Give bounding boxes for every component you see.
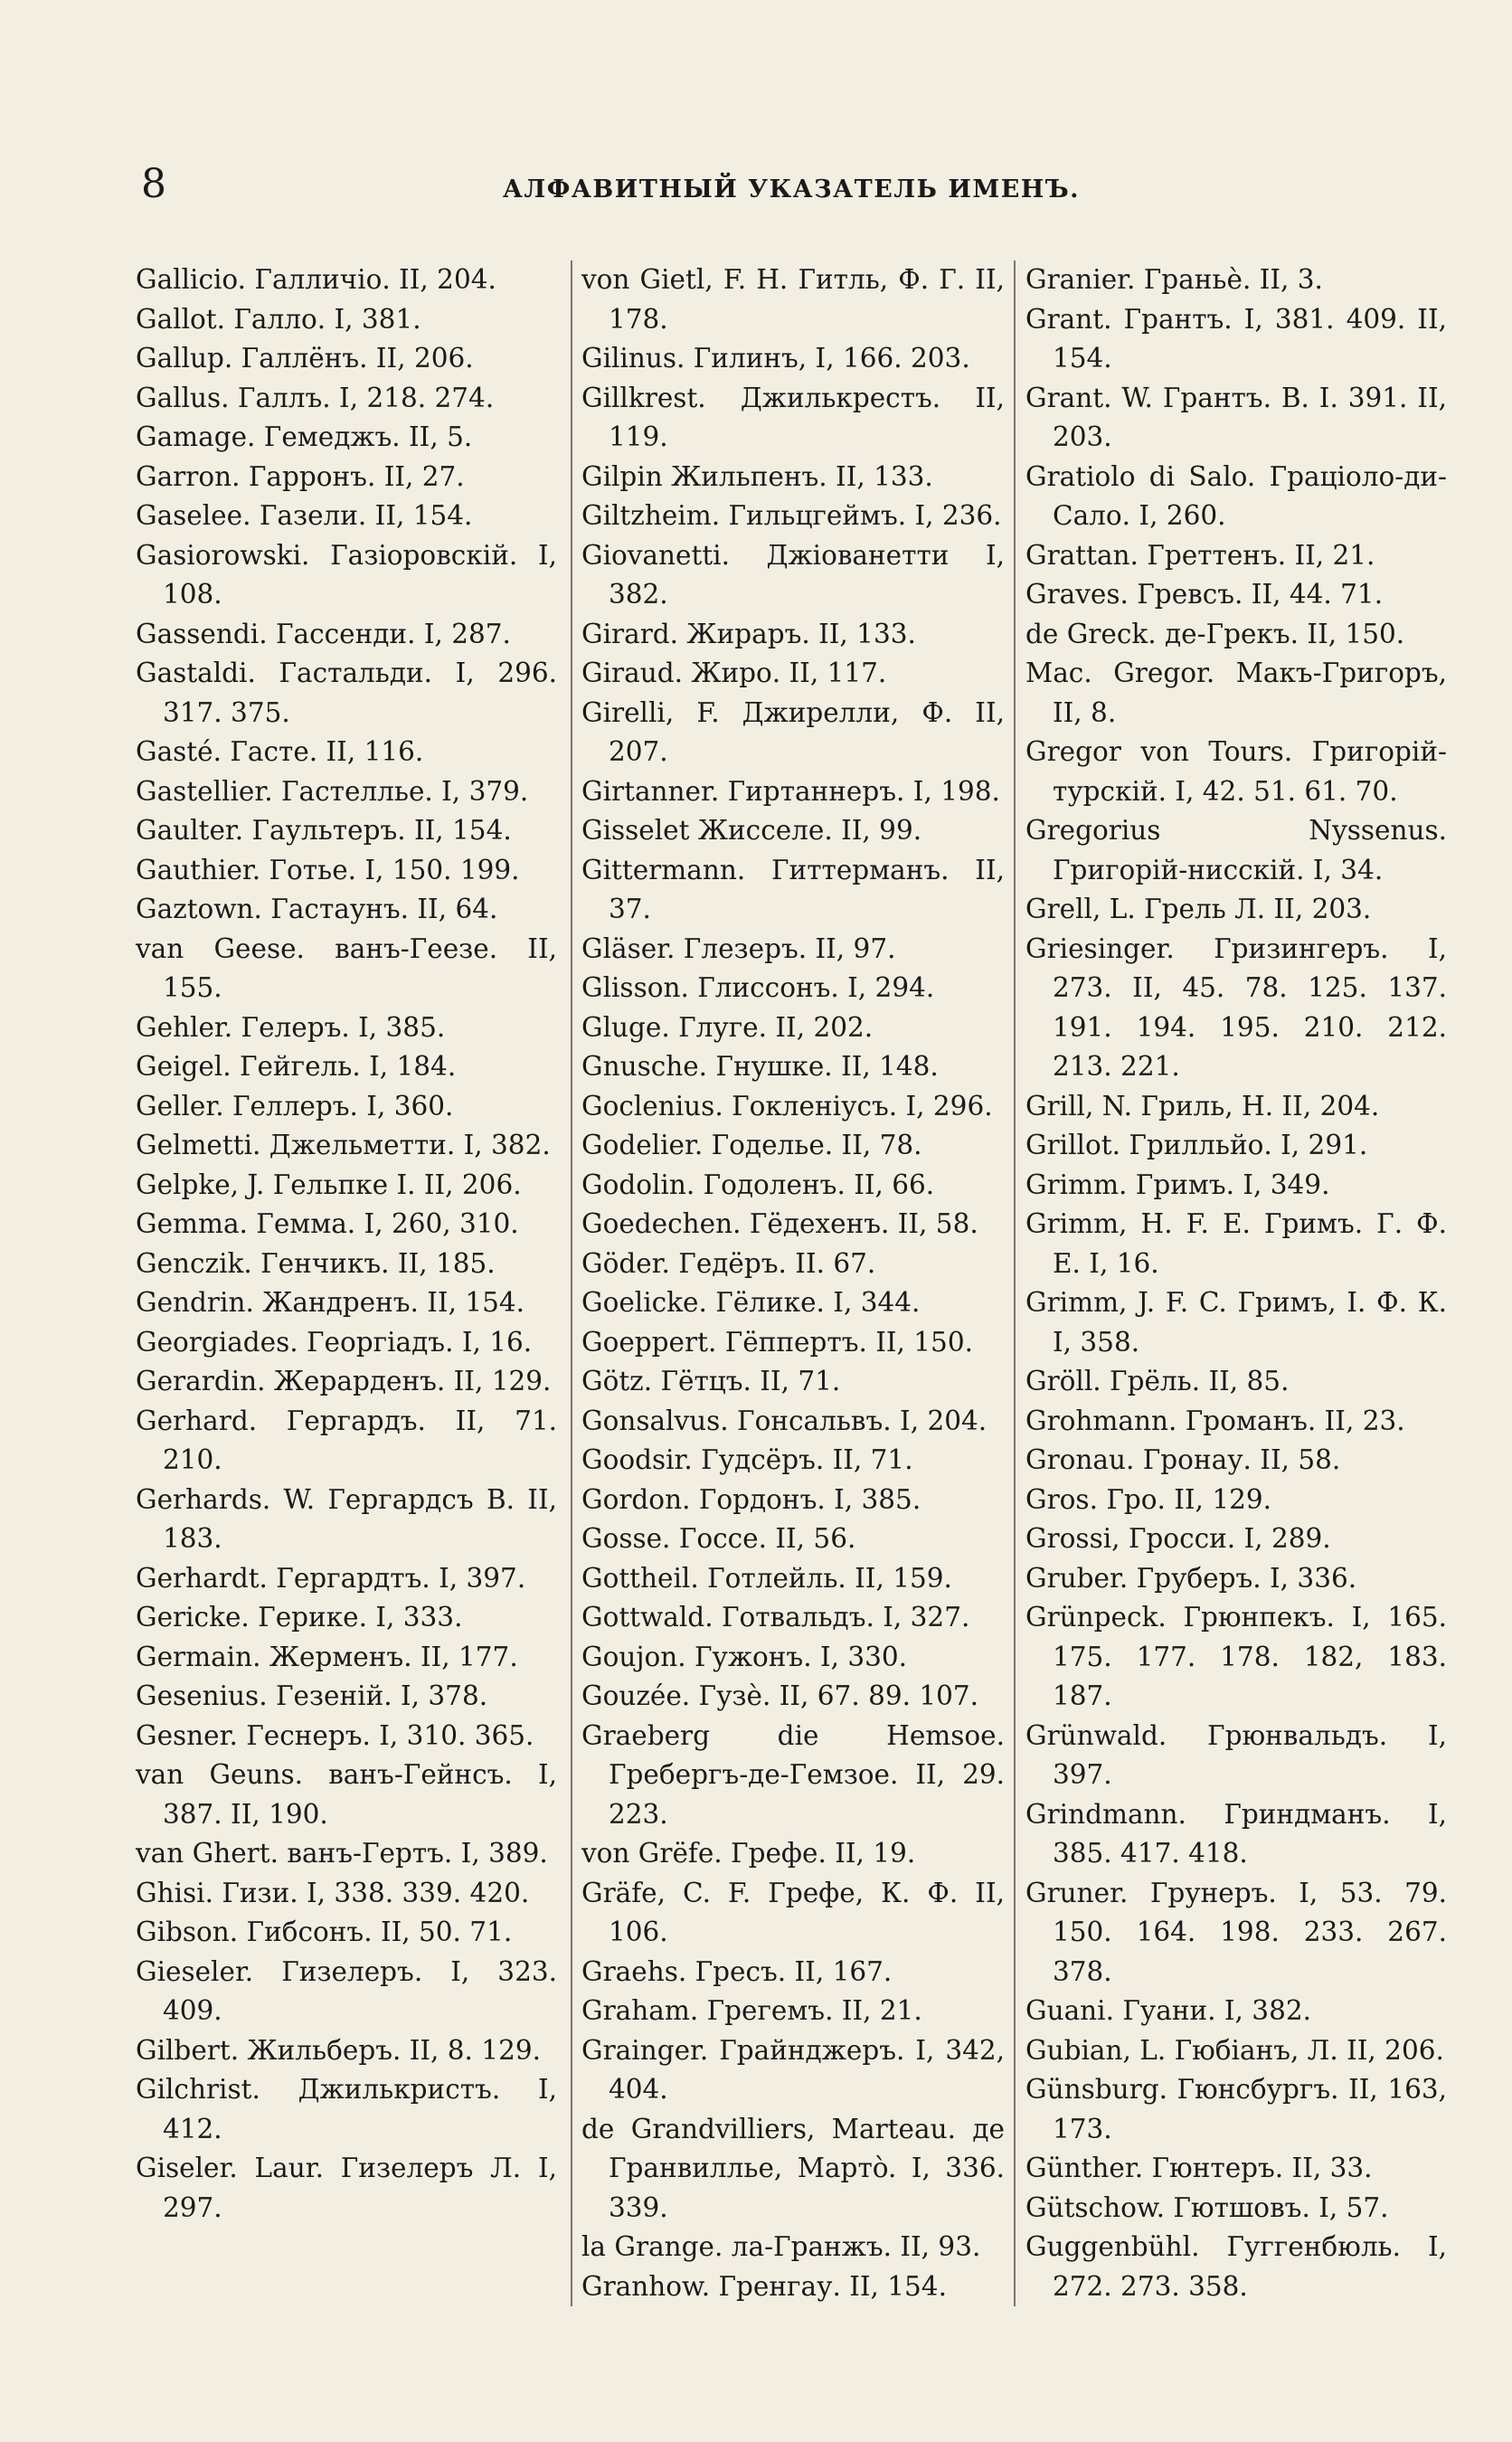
index-entry: Gasiorowski. Газіоровскій. I, 108. (136, 539, 557, 610)
index-entry: Granier. Граньè. II, 3. (1025, 264, 1323, 295)
index-entry: von Gietl, F. H. Гитль, Ф. Г. II, 178. (581, 264, 1005, 335)
index-entry: Giseler. Laur. Гизелеръ Л. I, 297. (136, 2153, 557, 2223)
index-entry: Grainger. Грайнджеръ. I, 342, 404. (581, 2034, 1005, 2105)
index-entry: Grünpeck. Грюнпекъ. I, 165. 175. 177. 178. 182, 183. 187. (1025, 1602, 1447, 1711)
index-entry: Gosse. Госсе. II, 56. (581, 1523, 856, 1554)
index-entry: Gouzée. Гузè. II, 67. 89. 107. (581, 1680, 979, 1711)
index-entry: Grossi, Гросси. I, 289. (1025, 1523, 1331, 1554)
index-column-2 (571, 260, 1016, 2306)
index-entry: de Grandvilliers, Marteau. де Гранвиллье, Мартò. I, 336. 339. (581, 2113, 1005, 2223)
index-entry: Gallup. Галлёнъ. II, 206. (136, 343, 474, 374)
index-entry: Grimm, J. F. C. Гримъ, I. Ф. К. I, 358. (1025, 1287, 1447, 1358)
index-entry: la Grange. ла-Гранжъ. II, 93. (581, 2231, 981, 2262)
index-entry: Gordon. Гордонъ. I, 385. (581, 1483, 921, 1515)
index-entry: Gilbert. Жильберъ. II, 8. 129. (136, 2034, 541, 2066)
page-number: 8 (141, 161, 166, 207)
index-entry: Gerhard. Гергардъ. II, 71. 210. (136, 1405, 557, 1475)
index-entry: Günther. Гюнтеръ. II, 33. (1025, 2153, 1373, 2183)
index-entry: Mac. Gregor. Макъ-Григоръ, II, 8. (1025, 658, 1447, 728)
index-entry: Girtanner. Гиртаннеръ. I, 198. (581, 775, 1000, 807)
index-entry: Gehler. Гелеръ. I, 385. (136, 1011, 446, 1043)
page-header (136, 161, 1447, 215)
index-entry: Gallot. Галло. I, 381. (136, 303, 421, 335)
index-entry: Gallicio. Галличіо. II, 204. (136, 264, 496, 295)
index-entry: Gibson. Гибсонъ. II, 50. 71. (136, 1917, 513, 1947)
index-entry: Gilpin Жильпенъ. II, 133. (581, 460, 933, 492)
index-entry: Gregorius Nyssenus. Григорій-нисскій. I, 34. (1025, 815, 1447, 885)
index-entry: Granhow. Гренгау. II, 154. (581, 2270, 947, 2302)
index-entry: Gilchrist. Джилькристъ. I, 412. (136, 2074, 557, 2144)
index-entry: Gottheil. Готлейль. II, 159. (581, 1562, 952, 1594)
index-entry: Genczik. Генчикъ. II, 185. (136, 1247, 496, 1279)
index-entry: Griesinger. Гризингеръ. I, 273. II, 45. 78. 125. 137. 191. 194. 195. 210. 212. 213. 221. (1025, 932, 1447, 1082)
index-entry: Gaztown. Гастаунъ. II, 64. (136, 894, 498, 924)
index-entry: Goujon. Гужонъ. I, 330. (581, 1641, 908, 1672)
index-entry: Grindmann. Гриндманъ. I, 385. 417. 418. (1025, 1798, 1447, 1869)
index-entry: Gillkrest. Джилькрестъ. II, 119. (581, 382, 1005, 452)
index-entry: Grünwald. Грюнвальдъ. I, 397. (1025, 1719, 1447, 1790)
index-entry: Grillot. Грилльйо. I, 291. (1025, 1130, 1368, 1160)
index-entry: Gerhardt. Гергардтъ. I, 397. (136, 1562, 526, 1594)
index-entry: Guani. Гуани. I, 382. (1025, 1995, 1311, 2026)
index-entry: Gronau. Гронау. II, 58. (1025, 1444, 1341, 1475)
running-title: АЛФАВИТНЫЙ УКАЗАТЕЛЬ ИМЕНЪ. (502, 175, 1081, 204)
index-entry: Gonsalvus. Гонсальвъ. I, 204. (581, 1405, 988, 1436)
index-entry: Gittermann. Гиттерманъ. II, 37. (581, 854, 1005, 924)
index-entry: Günsburg. Гюнсбургъ. II, 163, 173. (1025, 2074, 1447, 2144)
index-column-1 (136, 260, 564, 2306)
index-entry: Ghisi. Гизи. I, 338. 339. 420. (136, 1877, 530, 1908)
index-entry: Gruner. Грунеръ. I, 53. 79. 150. 164. 198. 233. 267. 378. (1025, 1877, 1447, 1987)
index-entry: Gröll. Грёль. II, 85. (1025, 1366, 1290, 1396)
index-entry: Gaulter. Гаультеръ. II, 154. (136, 815, 512, 846)
index-entry: Gerardin. Жерарденъ. II, 129. (136, 1366, 552, 1396)
index-entry: Gregor von Tours. Григорій-турскій. I, 42. 51. 61. 70. (1025, 736, 1447, 807)
index-entry: Giltzheim. Гильцгеймъ. I, 236. (581, 500, 1002, 531)
index-entry: Giraud. Жиро. II, 117. (581, 658, 887, 688)
index-entry: Georgiades. Георгіадъ. I, 16. (136, 1326, 533, 1358)
index-entry: Gericke. Герике. I, 333. (136, 1602, 463, 1633)
index-entry: Gnusche. Гнушке. II, 148. (581, 1051, 939, 1082)
index-entry: Goodsir. Гудсёръ. II, 71. (581, 1444, 913, 1475)
index-entry: Gütschow. Гютшовъ. I, 57. (1025, 2191, 1389, 2223)
index-entry: Gläser. Глезеръ. II, 97. (581, 932, 896, 964)
index-entry: Graeberg die Hemsoe. Гребергъ-де-Гемзое. II, 29. 223. (581, 1719, 1005, 1830)
index-entry: Gieseler. Гизелеръ. I, 323. 409. (136, 1955, 557, 2026)
index-entry: Geigel. Гейгель. I, 184. (136, 1051, 457, 1082)
index-entry: van Geuns. ванъ-Гейнсъ. I, 387. II, 190. (136, 1759, 557, 1830)
index-entry: Grant. Грантъ. I, 381. 409. II, 154. (1025, 303, 1447, 374)
index-entry: Gastellier. Гастеллье. I, 379. (136, 775, 529, 807)
index-entry: Gelmetti. Джельметти. I, 382. (136, 1130, 551, 1160)
index-entry: Gilinus. Гилинъ, I, 166. 203. (581, 343, 970, 374)
index-entry: Goedechen. Гёдехенъ. II, 58. (581, 1208, 978, 1239)
index-entry: Gros. Гро. II, 129. (1025, 1483, 1271, 1515)
index-entry: Gastaldi. Гастальди. I, 296. 317. 375. (136, 658, 557, 728)
index-entry: Grimm, H. F. E. Гримъ. Г. Ф. Е. I, 16. (1025, 1208, 1447, 1279)
index-entry: Gauthier. Готье. I, 150. 199. (136, 854, 520, 885)
index-entry: Gendrin. Жандренъ. II, 154. (136, 1287, 525, 1318)
index-entry: Gratiolo di Salo. Граціоло-ди-Сало. I, 260. (1025, 460, 1447, 531)
index-entry: Gubian, L. Гюбіанъ, Л. II, 206. (1025, 2034, 1444, 2066)
index-entry: Gerhards. W. Гергардсъ В. II, 183. (136, 1483, 557, 1554)
index-entry: Graehs. Гресъ. II, 167. (581, 1955, 893, 1987)
index-entry: Gesner. Геснеръ. I, 310. 365. (136, 1719, 534, 1751)
index-entry: Göder. Гедёръ. II. 67. (581, 1247, 876, 1279)
index-entry: Grell, L. Грель Л. II, 203. (1025, 894, 1372, 924)
index-entry: Gamage. Гемеджъ. II, 5. (136, 421, 473, 452)
index-entry: Grimm. Гримъ. I, 349. (1025, 1169, 1330, 1200)
index-entry: Grattan. Греттенъ. II, 21. (1025, 539, 1375, 571)
index-entry: Garron. Гарронъ. II, 27. (136, 460, 465, 492)
index-entry: Graham. Грегемъ. II, 21. (581, 1995, 922, 2026)
index-columns (136, 260, 1447, 2306)
index-entry: Giovanetti. Джіованетти I, 382. (581, 539, 1005, 610)
index-entry: Götz. Гётцъ. II, 71. (581, 1366, 841, 1396)
index-entry: Guggenbühl. Гуггенбюль. I, 272. 273. 358. (1025, 2231, 1447, 2302)
index-entry: van Geese. ванъ-Геезе. II, 155. (136, 932, 557, 1003)
index-column-3 (1022, 260, 1447, 2306)
index-entry: Germain. Жерменъ. II, 177. (136, 1641, 518, 1672)
index-entry: Gruber. Груберъ. I, 336. (1025, 1562, 1357, 1594)
index-entry: von Grëfe. Грефе. II, 19. (581, 1838, 916, 1869)
index-entry: Glisson. Глиссонъ. I, 294. (581, 972, 935, 1003)
index-entry: Gluge. Глуге. II, 202. (581, 1011, 874, 1043)
index-entry: Geller. Геллеръ. I, 360. (136, 1090, 454, 1122)
index-entry: Gisselet Жисселе. II, 99. (581, 815, 922, 846)
index-entry: Godolin. Годоленъ. II, 66. (581, 1169, 935, 1200)
index-entry: Goclenius. Гокленіусъ. I, 296. (581, 1090, 993, 1122)
index-entry: Graves. Гревсъ. II, 44. 71. (1025, 579, 1384, 610)
index-entry: Gräfe, C. F. Грефе, К. Ф. II, 106. (581, 1877, 1005, 1947)
index-entry: Gassendi. Гассенди. I, 287. (136, 618, 511, 649)
index-entry: Gallus. Галлъ. I, 218. 274. (136, 382, 495, 413)
index-entry: Gesenius. Гезеній. I, 378. (136, 1680, 488, 1711)
index-entry: Gelpke, J. Гельпке I. II, 206. (136, 1169, 522, 1200)
index-entry: Grohmann. Громанъ. II, 23. (1025, 1405, 1405, 1436)
index-entry: Gaselee. Газели. II, 154. (136, 500, 473, 531)
index-entry: Gemma. Гемма. I, 260, 310. (136, 1208, 519, 1239)
index-entry: van Ghert. ванъ-Гертъ. I, 389. (136, 1838, 548, 1869)
index-entry: Gasté. Гасте. II, 116. (136, 736, 424, 767)
index-entry: Grill, N. Гриль, Н. II, 204. (1025, 1090, 1380, 1122)
index-entry: Gottwald. Готвальдъ. I, 327. (581, 1602, 970, 1633)
index-entry: Girelli, F. Джирелли, Ф. II, 207. (581, 696, 1005, 767)
index-entry: de Greck. де-Грекъ. II, 150. (1025, 618, 1405, 649)
index-entry: Goelicke. Гёлике. I, 344. (581, 1287, 921, 1318)
index-entry: Godelier. Годелье. II, 78. (581, 1130, 922, 1160)
index-entry: Girard. Жираръ. II, 133. (581, 618, 916, 649)
index-entry: Grant. W. Грантъ. В. I. 391. II, 203. (1025, 382, 1447, 452)
index-entry: Goeppert. Гёппертъ. II, 150. (581, 1326, 973, 1358)
